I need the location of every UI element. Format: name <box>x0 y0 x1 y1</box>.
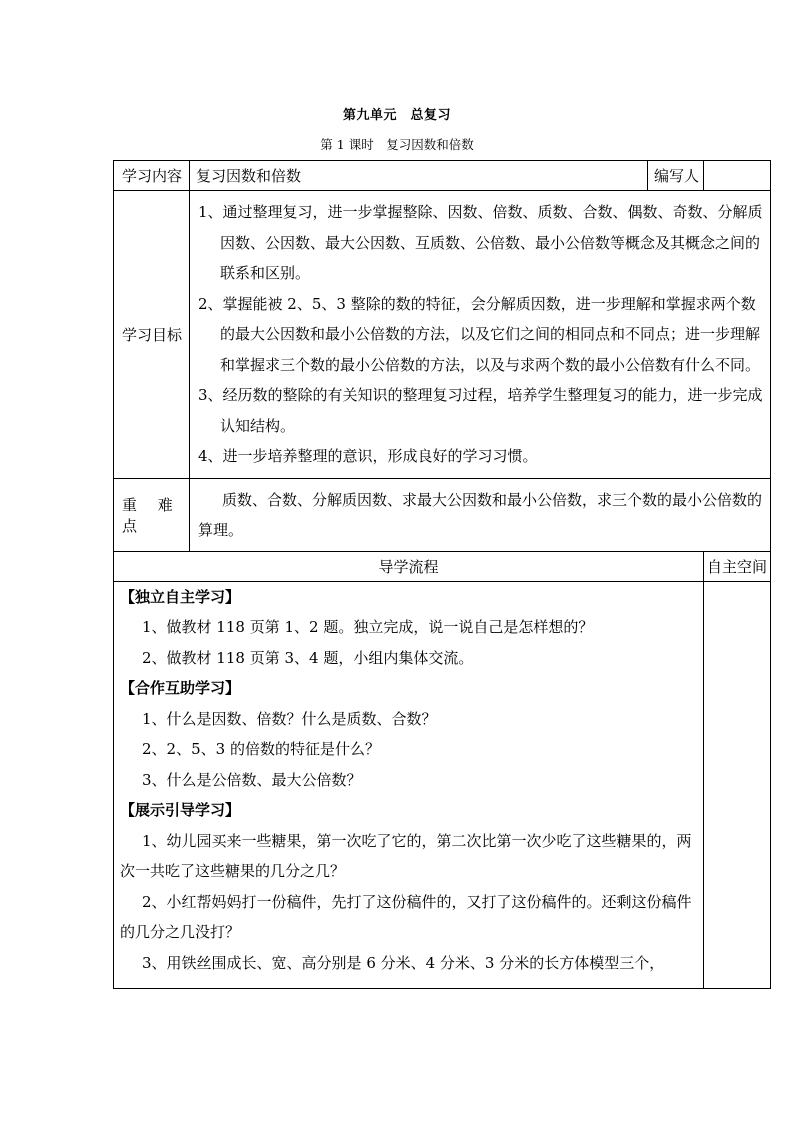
flow-body <box>114 581 704 988</box>
list-item: 2、做教材 118 页第 3、4 题，小组内集体交流。 <box>142 648 474 667</box>
difficulty-text: 质数、合数、分解质因数、求最大公因数和最小公倍数，求三个数的最小公倍数的算理。 <box>190 478 771 551</box>
flow-header: 导学流程 <box>114 551 704 581</box>
difficulty-label <box>114 478 190 551</box>
section-title: 【合作互助学习】 <box>120 679 241 697</box>
objectives-cell <box>190 191 771 479</box>
list-item: 1、做教材 118 页第 1、2 题。独立完成，说一说自己是怎样想的？ <box>142 618 594 636</box>
objectives-row <box>114 191 771 479</box>
author-value[interactable] <box>704 161 771 191</box>
objective-item: 4、进一步培养整理的意识，形成良好的学习习惯。 <box>198 447 538 465</box>
content-row <box>114 161 771 191</box>
flow-header-row <box>114 551 771 581</box>
objective-item: 2、掌握能被 2、5、3 整除的数的特征，会分解质因数，进一步理解和掌握求两个数的最大公因数和最小公倍数的方法，以及它们之间的相同点和不同点；进一步理解和掌握求三个数的最小公倍数的方法，以及与求两个数的最小公倍数有什么不同。 <box>198 294 761 374</box>
lesson-title: 第 1 课时 复习因数和倍数 <box>320 137 474 152</box>
content-label: 学习内容 <box>114 161 190 191</box>
list-item: 3、用铁丝围成长、宽、高分别是 6 分米、4 分米、3 分米的长方体模型三个， <box>142 953 665 972</box>
difficulty-label-text: 重 难 点 <box>122 495 181 535</box>
lesson-plan-table <box>113 160 771 989</box>
list-item: 1、幼儿园买来一些糖果，第一次吃了它的，第二次比第一次少吃了这些糖果的，两次一共吃了这些糖果的几分之几？ <box>120 831 692 880</box>
list-item: 2、2、5、3 的倍数的特征是什么？ <box>142 740 380 758</box>
space-header: 自主空间 <box>704 551 771 581</box>
author-label: 编写人 <box>648 161 704 191</box>
objective-item: 1、通过整理复习，进一步掌握整除、因数、倍数、质数、合数、偶数、奇数、分解质因数、公因数、最大公因数、互质数、公倍数、最小公倍数等概念及其概念之间的联系和区别。 <box>198 203 763 282</box>
list-item: 3、什么是公倍数、最大公倍数？ <box>142 770 362 789</box>
difficulty-row <box>114 478 771 551</box>
space-cell[interactable] <box>704 581 771 988</box>
list-item: 2、小红帮妈妈打一份稿件，先打了这份稿件的，又打了这份稿件的。还剩这份稿件的几分之几没打？ <box>120 892 692 941</box>
flow-body-row <box>114 581 771 988</box>
list-item: 1、什么是因数、倍数？什么是质数、合数？ <box>142 709 437 728</box>
objectives-label: 学习目标 <box>114 191 190 479</box>
section-title: 【展示引导学习】 <box>120 801 241 819</box>
unit-title: 第九单元 总复习 <box>342 108 451 123</box>
content-value: 复习因数和倍数 <box>190 161 648 191</box>
section-title: 【独立自主学习】 <box>120 587 241 606</box>
objective-item: 3、经历数的整除的有关知识的整理复习过程，培养学生整理复习的能力，进一步完成认知结构。 <box>198 386 763 435</box>
